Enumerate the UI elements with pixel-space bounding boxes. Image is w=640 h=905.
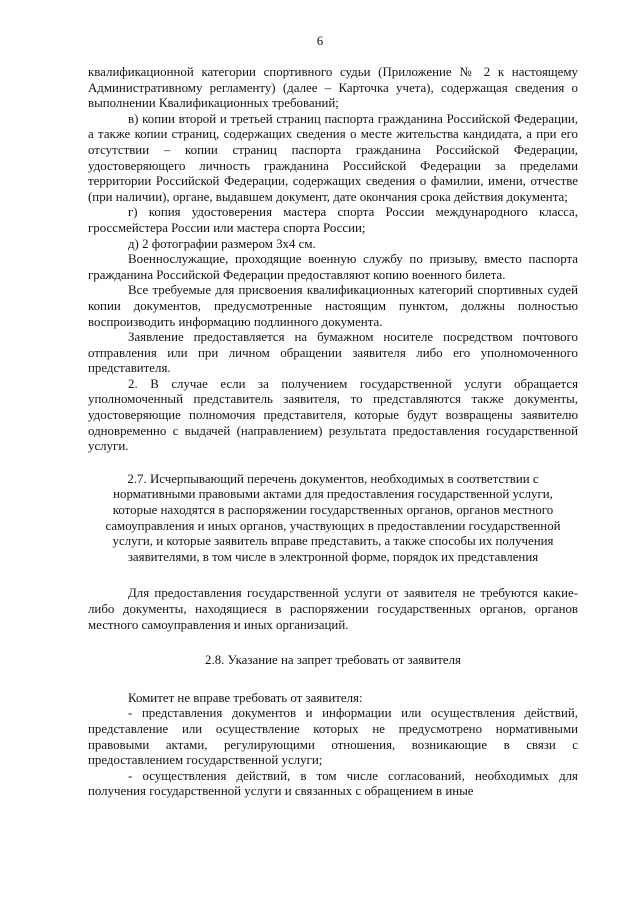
section-2-8-intro: Комитет не вправе требовать от заявителя:: [128, 690, 363, 705]
paragraph: Все требуемые для присвоения квалификационных категорий спортивных судей копии документов, предусмотренные настоящим пунктом, должны полностью воспроизводить информацию подлинного документа.: [88, 283, 578, 329]
document-body: [88, 65, 578, 800]
page-number: 6: [316, 34, 324, 48]
section-heading-2-7: 2.7. Исчерпывающий перечень документов, необходимых в соответствии с нормативными правовыми актами для предоставления государственной услуги, которые находятся в распоряжении государственных органов, органов местного самоуправления и иных органов, участвующих в предоставлении государственной услуги, и которые заявитель вправе представить, а также способы их получения заявителями, в том числе в электронной форме, порядок их представления: [105, 471, 561, 564]
paragraph: квалификационной категории спортивного судьи (Приложение № 2 к настоящему Административному регламенту) (далее – Карточка учета), содержащая сведения о выполнении Квалификационных требований;: [88, 65, 578, 111]
section-2-7-text: Для предоставления государственной услуги от заявителя не требуются какие-либо документы, находящиеся в распоряжении государственных органов, органов местного самоуправления и иных организаций.: [88, 586, 578, 632]
paragraph: Военнослужащие, проходящие военную службу по призыву, вместо паспорта гражданина Российской Федерации предоставляют копию военного билета.: [88, 252, 578, 282]
paragraph: в) копии второй и третьей страниц паспорта гражданина Российской Федерации, а также копии страниц, содержащих сведения о месте жительства кандидата, а при его отсутствии – копии страниц паспорта гражданина Российской Федерации, удостоверяющего личность гражданина Российской Федерации за пределами территории Российской Федерации, содержащих сведения о фамилии, имени, отчестве (при наличии), органе, выдавшем документ, дате окончания срока действия документа;: [88, 111, 578, 204]
paragraph: д) 2 фотографии размером 3х4 см.: [128, 236, 316, 251]
paragraph: Заявление предоставляется на бумажном носителе посредством почтового отправления или при личном обращении заявителя либо его уполномоченного представителя.: [88, 330, 578, 376]
list-item: - представления документов и информации или осуществления действий, представление или осуществление которых не предусмотрено нормативными правовыми актами, регулирующими отношения, возникающие в связи с предоставлением государственной услуги;: [88, 706, 578, 768]
paragraph: г) копия удостоверения мастера спорта России международного класса, гроссмейстера России или мастера спорта России;: [88, 205, 578, 235]
paragraph: 2. В случае если за получением государственной услуги обращается уполномоченный представитель заявителя, то представляются также документы, удостоверяющие полномочия представителя, которые будут возвращены заявителю одновременно с выдачей (направлением) результата предоставления государственной услуги.: [88, 376, 578, 454]
list-item: - осуществления действий, в том числе согласований, необходимых для получения государственной услуги и связанных с обращением в иные: [88, 768, 578, 799]
section-heading-2-8: 2.8. Указание на запрет требовать от заявителя: [205, 653, 461, 668]
